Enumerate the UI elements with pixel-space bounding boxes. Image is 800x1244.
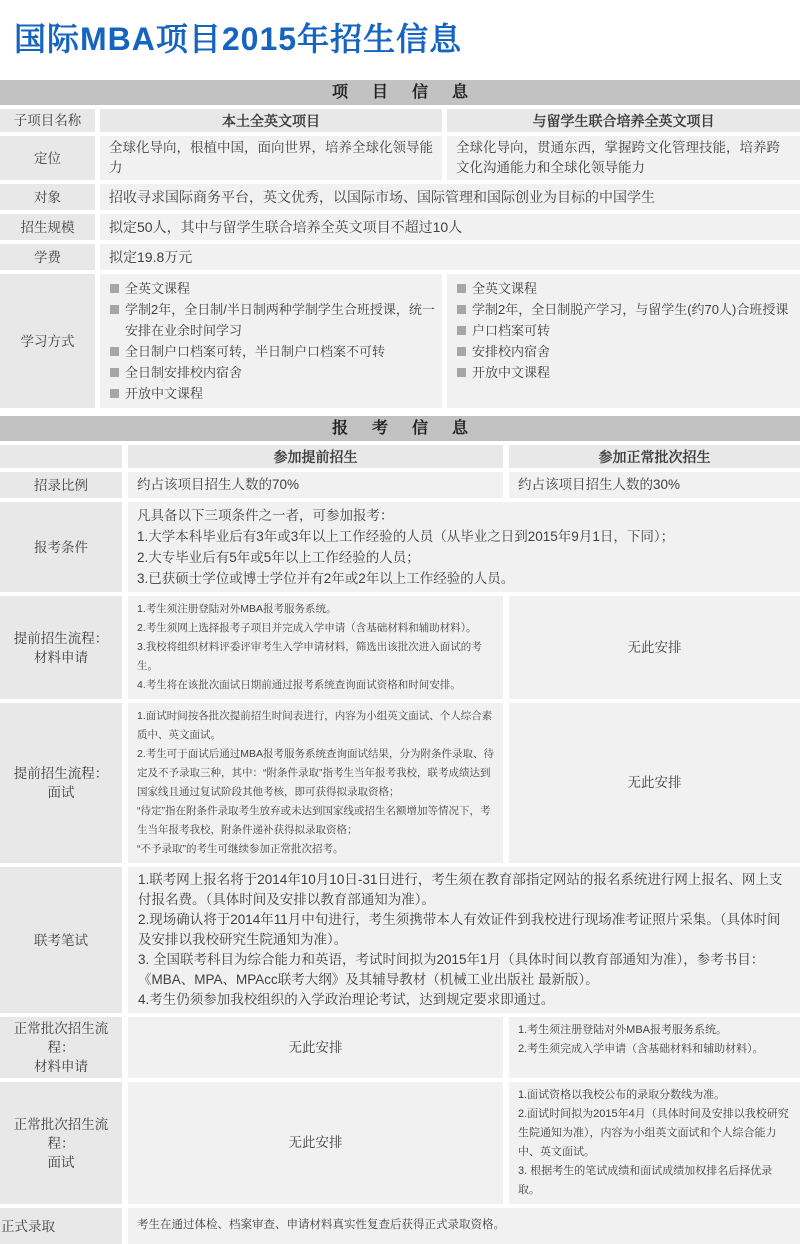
- bullet-square-icon: [110, 368, 119, 377]
- bullet-item: [457, 278, 794, 299]
- row-tuition: [0, 244, 800, 270]
- column-header-local-program: 本土全英文项目: [100, 109, 442, 132]
- bullet-text: 开放中文课程: [125, 386, 204, 401]
- cell-study-mode-col2: [447, 274, 800, 408]
- text-line: 1.考生须注册登陆对外MBA报考服务系统。: [518, 1024, 728, 1036]
- text-line: 2.大专毕业后有5年或5年以上工作经验的人员；: [137, 550, 420, 565]
- bullet-item: [110, 383, 436, 404]
- row-label: [0, 1082, 122, 1204]
- row-label: 报考条件: [0, 502, 122, 592]
- row-positioning: [0, 136, 800, 180]
- row-label: 学费: [0, 244, 95, 270]
- text-line: 3. 全国联考科目为综合能力和英语，考试时间拟为2015年1月（具体时间以教育部通知为准），参考书目：《MBA、MPA、MPAcc联考大纲》及其辅导教材（机械工业出版社 最新版）。: [138, 952, 765, 987]
- page-title: 国际MBA项目2015年招生信息: [14, 21, 463, 57]
- cell-requirements: [128, 502, 800, 592]
- row-enrollment-scale: [0, 214, 800, 240]
- cell-early-materials-steps: [128, 596, 503, 699]
- bullet-text: 安排校内宿舍: [472, 344, 551, 359]
- cell-ratio-normal: 约占该项目招生人数的30%: [509, 472, 800, 498]
- row-label: 正式录取: [0, 1208, 122, 1244]
- text-line: 材料申请: [34, 1059, 88, 1074]
- text-line: 提前招生流程：: [13, 630, 109, 646]
- project-info-table: [0, 80, 800, 408]
- bullet-item: [457, 320, 794, 341]
- cell-target: 招收寻求国际商务平台，英文优秀，以国际市场、国际管理和国际创业为目标的中国学生: [100, 184, 800, 210]
- row-column-headers: [0, 445, 800, 468]
- bullet-square-icon: [110, 389, 119, 398]
- cell-early-interview-steps: [128, 703, 503, 863]
- row-sub-project-name: [0, 109, 800, 132]
- text-line: 面试: [47, 785, 75, 800]
- text-line: 1.面试资格以我校公布的录取分数线为准。: [518, 1089, 726, 1101]
- section-header-application-info: 报考信息: [0, 416, 800, 441]
- row-label: 招生规模: [0, 214, 95, 240]
- row-normal-materials: [0, 1017, 800, 1078]
- row-label: 联考笔试: [0, 867, 122, 1013]
- text-line: 提前招生流程：: [13, 766, 109, 781]
- row-early-interview: [0, 703, 800, 863]
- text-line: 4.考生仍须参加我校组织的入学政治理论考试，达到规定要求即通过。: [138, 992, 555, 1007]
- text-line: 1.大学本科毕业后有3年或3年以上工作经验的人员（从毕业之日到2015年9月1日，下同）；: [137, 529, 675, 544]
- row-label: [0, 596, 122, 699]
- text-line: 2.考生须完成入学申请（含基础材料和辅助材料）。: [518, 1043, 764, 1055]
- bullet-text: 开放中文课程: [472, 365, 551, 380]
- cell-written-exam: [128, 867, 800, 1013]
- cell-enrollment-scale: 拟定50人，其中与留学生联合培养全英文项目不超过10人: [100, 214, 800, 240]
- bullet-square-icon: [457, 326, 466, 335]
- bullet-item: [457, 362, 794, 383]
- row-label: 子项目名称: [0, 109, 95, 132]
- cell-no-schedule: 无此安排: [128, 1017, 503, 1078]
- cell-tuition: 拟定19.8万元: [100, 244, 800, 270]
- bullet-text: 学制2年，全日制脱产学习，与留学生(约70人)合班授课: [472, 302, 789, 317]
- corner-empty-cell: [0, 445, 122, 468]
- column-header-joint-program: 与留学生联合培养全英文项目: [447, 109, 800, 132]
- row-target: [0, 184, 800, 210]
- cell-positioning-col2: 全球化导向，贯通东西，掌握跨文化管理技能，培养跨文化沟通能力和全球化领导能力: [447, 136, 800, 180]
- row-label: 定位: [0, 136, 95, 180]
- bullet-square-icon: [457, 284, 466, 293]
- text-line: 1.联考网上报名将于2014年10月10日-31日进行，考生须在教育部指定网站的报名系统进行网上报名、网上支付报名费。（具体时间及安排以教育部通知为准）。: [138, 872, 783, 907]
- bullet-square-icon: [110, 305, 119, 314]
- bullet-text: 全日制安排校内宿舍: [125, 365, 243, 380]
- bullet-square-icon: [457, 347, 466, 356]
- row-requirements: [0, 502, 800, 592]
- row-early-materials: [0, 596, 800, 699]
- text-line: 2.考生可于面试后通过MBA报考服务系统查询面试结果，分为附条件录取、待定及不予录取三种，其中：“附条件录取”指考生当年报考我校，联考成绩达到国家线且通过复试阶段其他考核，即可获得拟录取资格；: [137, 748, 495, 798]
- bullet-item: [110, 278, 436, 299]
- cell-final-admission: [128, 1208, 800, 1244]
- text-line: 凡具备以下三项条件之一者，可参加报考：: [137, 508, 394, 523]
- cell-no-schedule: 无此安排: [128, 1082, 503, 1204]
- cell-positioning-col1: 全球化导向，根植中国，面向世界，培养全球化领导能力: [100, 136, 442, 180]
- row-label: [0, 703, 122, 863]
- application-info-table: [0, 416, 800, 1244]
- bullet-square-icon: [110, 284, 119, 293]
- text-line: 1.考生须注册登陆对外MBA报考服务系统。: [137, 603, 337, 615]
- section-header-project-info: 项目信息: [0, 80, 800, 105]
- cell-ratio-early: 约占该项目招生人数的70%: [128, 472, 503, 498]
- row-label: 招录比例: [0, 472, 122, 498]
- text-line: 材料申请: [34, 649, 88, 665]
- text-line: 3.已获硕士学位或博士学位并有2年或2年以上工作经验的人员。: [137, 571, 515, 586]
- text-line: 2.现场确认将于2014年11月中旬进行，考生须携带本人有效证件到我校进行现场准考证照片采集。（具体时间及安排以我校研究生院通知为准）。: [138, 912, 781, 947]
- row-label: [0, 1017, 122, 1078]
- text-line: 面试: [47, 1154, 75, 1170]
- row-label: 学习方式: [0, 274, 95, 408]
- text-line: 3.我校将组织材料评委评审考生入学申请材料，筛选出该批次进入面试的考生。: [137, 641, 482, 672]
- bullet-item: [110, 362, 436, 383]
- column-header-early-admission: 参加提前招生: [128, 445, 503, 468]
- column-header-normal-batch: 参加正常批次招生: [509, 445, 800, 468]
- final-admission-text: 考生在通过体检、档案审查、申请材料真实性复查后获得正式录取资格。: [137, 1219, 505, 1231]
- cell-study-mode-col1: [100, 274, 442, 408]
- bullet-text: 全英文课程: [472, 281, 538, 296]
- bullet-square-icon: [457, 305, 466, 314]
- row-study-mode: [0, 274, 800, 408]
- text-line: “不予录取”的考生可继续参加正常批次招考。: [137, 843, 344, 855]
- row-admission-ratio: [0, 472, 800, 498]
- bullet-square-icon: [110, 347, 119, 356]
- bullet-square-icon: [457, 368, 466, 377]
- bullet-item: [110, 299, 436, 341]
- text-line: 3. 根据考生的笔试成绩和面试成绩加权排名后择优录取。: [518, 1165, 773, 1196]
- row-final-admission: [0, 1208, 800, 1244]
- bullet-text: 学制2年，全日制/半日制两种学制学生合班授课，统一安排在业余时间学习: [125, 302, 435, 338]
- bullet-item: [457, 341, 794, 362]
- text-line: 4.考生将在该批次面试日期前通过报考系统查询面试资格和时间安排。: [137, 679, 461, 691]
- text-line: 2.面试时间拟为2015年4月（具体时间及安排以我校研究生院通知为准），内容为小组英文面试和个人综合能力中、英文面试。: [518, 1108, 789, 1158]
- row-label: 对象: [0, 184, 95, 210]
- text-line: 正常批次招生流程：: [13, 1116, 109, 1151]
- text-line: 正常批次招生流程：: [13, 1021, 109, 1055]
- cell-normal-interview-steps: [509, 1082, 800, 1204]
- bullet-text: 全日制户口档案可转，半日制户口档案不可转: [125, 344, 386, 359]
- text-line: “待定”指在附条件录取考生放弃或未达到国家线或招生名额增加等情况下，考生当年报考我校，附条件递补获得拟录取资格；: [137, 805, 491, 836]
- cell-no-schedule: 无此安排: [509, 703, 800, 863]
- bullet-item: [110, 341, 436, 362]
- bullet-text: 户口档案可转: [472, 323, 551, 338]
- row-normal-interview: [0, 1082, 800, 1204]
- row-written-exam: [0, 867, 800, 1013]
- text-line: 2.考生须网上选择报考子项目并完成入学申请（含基础材料和辅助材料）。: [137, 622, 477, 634]
- bullet-text: 全英文课程: [125, 281, 191, 296]
- cell-normal-materials-steps: [509, 1017, 800, 1078]
- bullet-item: [457, 299, 794, 320]
- text-line: 1.面试时间按各批次提前招生时间表进行，内容为小组英文面试、个人综合素质中、英文面试。: [137, 710, 493, 741]
- cell-no-schedule: 无此安排: [509, 596, 800, 699]
